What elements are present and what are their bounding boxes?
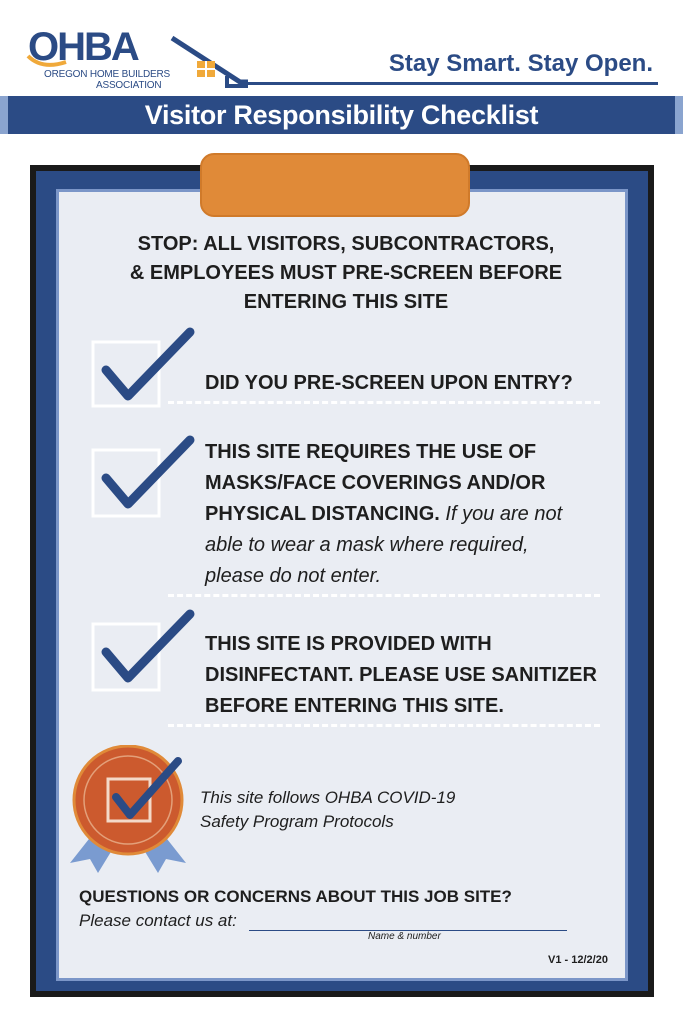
logo-line2: ASSOCIATION <box>96 80 162 91</box>
questions-heading: QUESTIONS OR CONCERNS ABOUT THIS JOB SITE? <box>79 887 512 906</box>
item-2-line1: THIS SITE REQUIRES THE USE OF <box>205 441 537 463</box>
name-number-hint: Name & number <box>368 931 441 942</box>
item-2-italic2: able to wear a mask where required, <box>205 534 529 556</box>
item-2-line4 <box>205 530 562 561</box>
tagline: Stay Smart. Stay Open. <box>388 50 653 77</box>
item-2-italic3: please do not enter. <box>205 565 382 587</box>
badge-line2: Safety Program Protocols <box>200 812 394 831</box>
tagline-rule <box>248 82 658 85</box>
checkbox-item-3 <box>92 606 202 701</box>
divider-3 <box>168 724 600 727</box>
contact-label: Please contact us at: <box>79 911 237 930</box>
badge-text <box>200 786 455 834</box>
award-ribbon-icon <box>68 745 198 875</box>
svg-text:OHBA: OHBA <box>28 30 138 69</box>
item-1-text <box>205 368 573 399</box>
item-2-line5 <box>205 561 562 592</box>
checkbox-item-2 <box>92 432 202 527</box>
item-2-text <box>205 437 562 592</box>
item-3-text <box>205 629 597 722</box>
checkbox-item-1 <box>92 326 202 421</box>
item-2-line2: MASKS/FACE COVERINGS AND/OR <box>205 472 546 494</box>
stop-line1: STOP: ALL VISITORS, SUBCONTRACTORS, <box>137 233 555 255</box>
stop-notice <box>66 230 626 317</box>
header <box>0 0 683 96</box>
checkmark-icon <box>92 606 202 696</box>
version-label: V1 - 12/2/20 <box>548 954 608 966</box>
stop-line2: & EMPLOYEES MUST PRE-SCREEN BEFORE <box>129 262 563 284</box>
page-title: Visitor Responsibility Checklist <box>0 96 683 134</box>
stop-line3: ENTERING THIS SITE <box>243 291 449 313</box>
logo-line1: OREGON HOME BUILDERS <box>44 69 171 80</box>
item-1-line1: DID YOU PRE-SCREEN UPON ENTRY? <box>205 372 573 394</box>
ohba-logo <box>22 30 252 92</box>
item-2-italic1: If you are not <box>445 503 563 525</box>
item-2-bold-tail: PHYSICAL DISTANCING. <box>205 503 440 525</box>
divider-1 <box>168 401 600 404</box>
clipboard-clip <box>200 153 470 217</box>
badge-line1: This site follows OHBA COVID-19 <box>200 788 456 807</box>
divider-2 <box>168 594 600 597</box>
item-3-line2: DISINFECTANT. PLEASE USE SANITIZER <box>205 664 597 686</box>
item-2-line3 <box>205 499 562 530</box>
item-3-line1: THIS SITE IS PROVIDED WITH <box>205 633 492 655</box>
item-3-line3: BEFORE ENTERING THIS SITE. <box>205 695 504 717</box>
award-badge <box>68 745 198 875</box>
checkmark-icon <box>92 432 202 522</box>
